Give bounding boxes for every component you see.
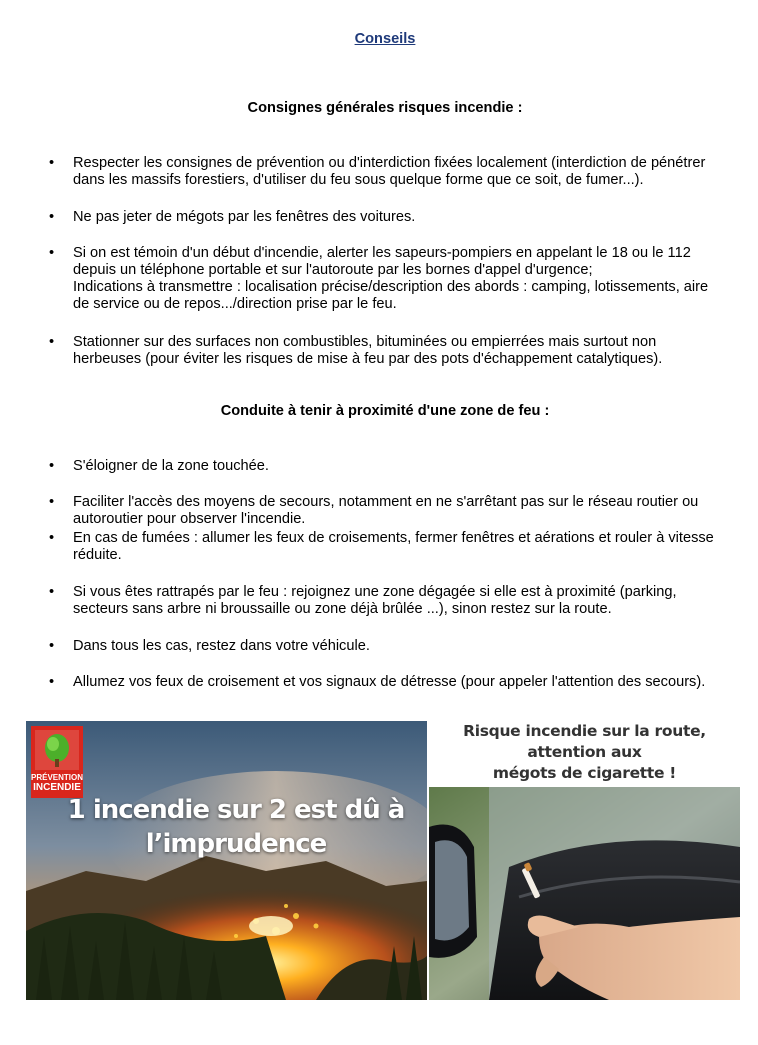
bullet-marker: • [49, 674, 55, 690]
logo-label-line2: INCENDIE [33, 782, 81, 793]
bullet-marker: • [49, 245, 55, 261]
list-item-line: Si vous êtes rattrapés par le feu : rejoignez une zone dégagée si elle est à proximité (parking, [73, 584, 677, 600]
bullet-marker: • [49, 155, 55, 171]
list-item-line: secteurs sans arbre ni broussaille ou zone déjà brûlée ...), sinon restez sur la route. [73, 601, 612, 617]
list-item-line: Allumez vos feux de croisement et vos signaux de détresse (pour appeler l'attention des secours). [73, 674, 706, 690]
list-item-line: Stationner sur des surfaces non combustibles, bituminées ou empierrées mais surtout non [73, 334, 657, 350]
list-item-line: Ne pas jeter de mégots par les fenêtres des voitures. [73, 209, 416, 225]
list-item [73, 494, 753, 528]
list-item-line: herbeuses (pour éviter les risques de mise à feu par des pots d'échappement catalytiques). [73, 351, 663, 367]
bullet-marker: • [49, 458, 55, 474]
list-item-line: depuis un téléphone portable et sur l'autoroute par les bornes d'appel d'urgence; [73, 262, 593, 278]
car-window-illustration [429, 787, 740, 1000]
section-heading-general: Consignes générales risques incendie : [247, 100, 523, 116]
list-item [73, 209, 753, 226]
bullet-marker: • [49, 334, 55, 350]
list-item-line: Si on est témoin d'un début d'incendie, alerter les sapeurs-pompiers en appelant le 18 ou le 112 [73, 245, 691, 261]
fire-headline-line1: 1 incendie sur 2 est dû à [67, 795, 405, 825]
bullet-marker: • [49, 584, 55, 600]
section-heading-fire-zone: Conduite à tenir à proximité d'une zone de feu : [220, 403, 550, 419]
list-item-line: Respecter les consignes de prévention ou d'interdiction fixées localement (interdiction de pénétrer [73, 155, 706, 171]
list-item-line: de service ou de repos.../direction prise par le feu. [73, 296, 397, 312]
list-item [73, 530, 753, 564]
list-item [73, 638, 753, 655]
prevention-incendie-logo [31, 726, 83, 798]
cigarette-warning-caption [429, 721, 740, 784]
list-item [73, 674, 753, 691]
list-item [73, 245, 753, 313]
caption-line1: Risque incendie sur la route, attention aux [463, 722, 706, 761]
list-item [73, 458, 753, 475]
list-item-line: réduite. [73, 547, 122, 563]
list-item [73, 155, 753, 189]
bullet-marker: • [49, 494, 55, 510]
tree-icon [31, 726, 83, 772]
caption-line2: mégots de cigarette ! [492, 764, 677, 782]
list-item-line: S'éloigner de la zone touchée. [73, 458, 269, 474]
fire-headline [46, 793, 426, 861]
list-item-line: autoroutier pour observer l'incendie. [73, 511, 306, 527]
bullet-marker: • [49, 530, 55, 546]
bullet-marker: • [49, 638, 55, 654]
list-item-line: Dans tous les cas, restez dans votre véhicule. [73, 638, 370, 654]
list-item-line: En cas de fumées : allumer les feux de croisements, fermer fenêtres et aérations et rouler à vitesse [73, 530, 714, 546]
fire-headline-line2: l’imprudence [145, 829, 327, 859]
list-item-line: Faciliter l'accès des moyens de secours, notamment en ne s'arrêtant pas sur le réseau routier ou [73, 494, 699, 510]
list-item [73, 584, 753, 618]
bullet-marker: • [49, 209, 55, 225]
logo-label-line1: PRÉVENTION [31, 773, 84, 782]
fire-prevention-image [26, 721, 427, 1000]
list-item-line: Indications à transmettre : localisation précise/description des abords : camping, lotissements, aire [73, 279, 709, 295]
page-title: Conseils [354, 31, 416, 47]
cigarette-warning-image [429, 721, 740, 1000]
list-item-line: dans les massifs forestiers, d'utiliser du feu sous quelque forme que ce soit, de fumer...). [73, 172, 644, 188]
list-item [73, 334, 753, 368]
